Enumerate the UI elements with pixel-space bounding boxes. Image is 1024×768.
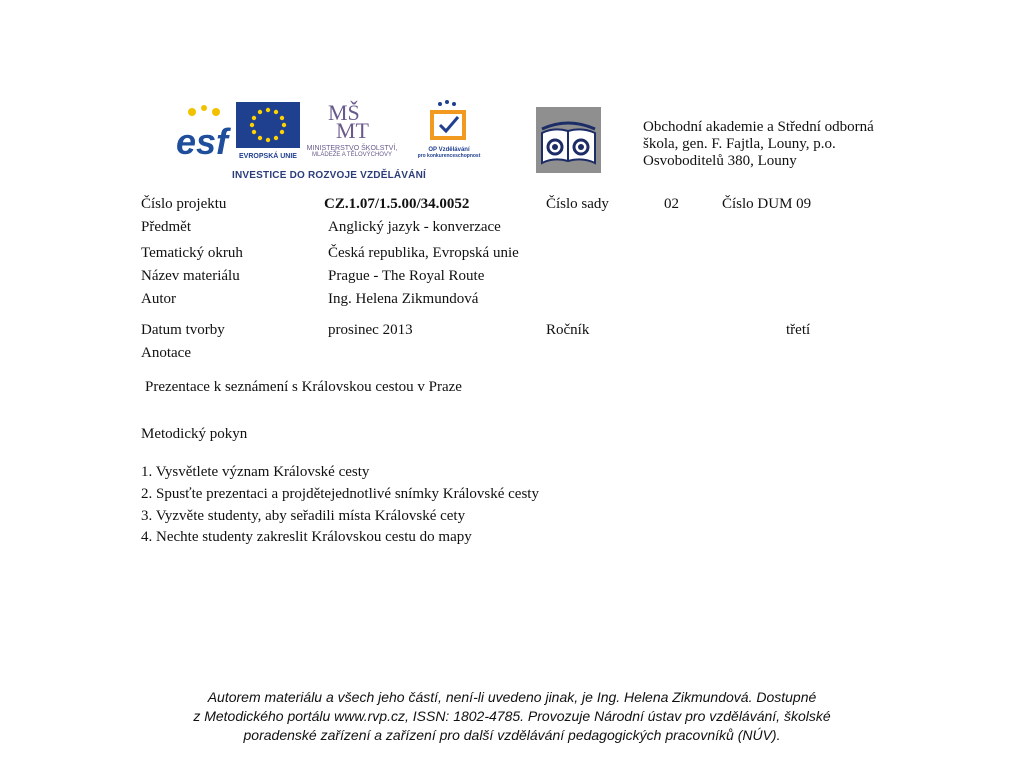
step-item: 1. Vysvětlete význam Královské cesty [141, 464, 370, 480]
tematicky-okruh-label: Tematický okruh [141, 245, 243, 261]
cislo-projektu-value: CZ.1.07/1.5.00/34.0052 [324, 196, 470, 212]
cislo-dum: Číslo DUM 09 [722, 196, 812, 212]
footer-line: z Metodického portálu www.rvp.cz, ISSN: 1802-4785. Provozuje Národní ústav pro vzdělávání, školské [193, 708, 831, 724]
logo-tagline: INVESTICE DO ROZVOJE VZDĚLÁVÁNÍ [232, 170, 427, 181]
nazev-materialu-label: Název materiálu [141, 268, 240, 284]
svg-text:MT: MT [336, 118, 369, 140]
datum-tvorby-value: prosinec 2013 [328, 322, 413, 338]
op-vzdelavani-logo: OP Vzdělávání pro konkurenceschopnost [414, 98, 484, 164]
svg-text:MŠ: MŠ [328, 100, 360, 125]
autor-label: Autor [141, 291, 176, 307]
anotace-label: Anotace [141, 345, 191, 361]
school-logo [536, 107, 601, 173]
school-address-line: Obchodní akademie a Střední odborná [643, 119, 874, 135]
footer-line: Autorem materiálu a všech jeho částí, není-li uvedeno jinak, je Ing. Helena Zikmundová. Dostupné [207, 689, 817, 705]
tematicky-okruh-value: Česká republika, Evropská unie [328, 245, 519, 261]
metodicky-pokyn-label: Metodický pokyn [141, 426, 248, 442]
msmt-logo: MŠ MT MINISTERSTVO ŠKOLSTVÍ, MLÁDEŽE A TĚLOVÝCHOVY [306, 100, 398, 158]
autor-value: Ing. Helena Zikmundová [328, 291, 479, 307]
cislo-sady-label: Číslo sady [546, 196, 609, 212]
footer-line: poradenské zařízení a zařízení pro další vzdělávání pedagogických pracovníků (NÚV). [243, 727, 781, 743]
step-item: 3. Vyzvěte studenty, aby seřadili místa Královské cety [141, 508, 466, 524]
school-address-line: Osvoboditelů 380, Louny [643, 153, 797, 169]
eu-flag-logo: EVROPSKÁ UNIE [236, 102, 300, 160]
svg-text:esf: esf [176, 121, 229, 160]
esf-logo [174, 102, 236, 160]
nazev-materialu-value: Prague - The Royal Route [328, 268, 485, 284]
predmet-label: Předmět [141, 219, 191, 235]
datum-tvorby-label: Datum tvorby [141, 322, 225, 338]
rocnik-label: Ročník [546, 322, 590, 338]
cislo-sady-value: 02 [664, 196, 679, 212]
cislo-projektu-label: Číslo projektu [141, 196, 227, 212]
school-address-line: škola, gen. F. Fajtla, Louny, p.o. [643, 136, 836, 152]
predmet-value: Anglický jazyk - konverzace [328, 219, 501, 235]
anotace-text: Prezentace k seznámení s Královskou cestou v Praze [145, 379, 462, 395]
rocnik-value: třetí [786, 322, 811, 338]
step-item: 4. Nechte studenty zakreslit Královskou cestu do mapy [141, 529, 472, 545]
step-item: 2. Spusťte prezentaci a projdětejednotlivé snímky Královské cesty [141, 486, 539, 502]
logo-strip [168, 96, 486, 188]
